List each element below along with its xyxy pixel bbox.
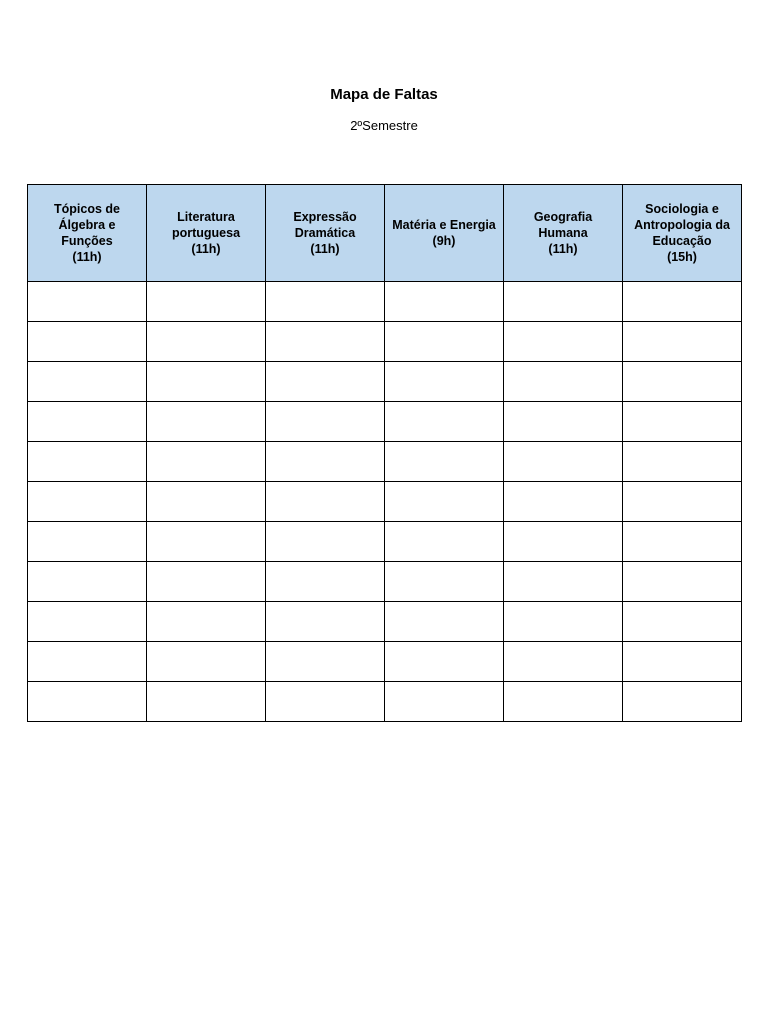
table-cell[interactable] [623, 482, 742, 522]
table-cell[interactable] [147, 482, 266, 522]
column-header [504, 185, 623, 282]
table-row [28, 602, 742, 642]
column-header [147, 185, 266, 282]
table-cell[interactable] [385, 562, 504, 602]
table-cell[interactable] [147, 522, 266, 562]
table-cell[interactable] [385, 482, 504, 522]
table-cell[interactable] [28, 362, 147, 402]
column-header [623, 185, 742, 282]
column-header [266, 185, 385, 282]
column-header-line: Álgebra e [58, 218, 116, 232]
table-cell[interactable] [504, 682, 623, 722]
table-cell[interactable] [28, 522, 147, 562]
table-cell[interactable] [504, 602, 623, 642]
table-cell[interactable] [266, 482, 385, 522]
table-cell[interactable] [28, 482, 147, 522]
table-row [28, 442, 742, 482]
column-header-line: Funções [61, 234, 113, 248]
column-header-line: (11h) [548, 242, 578, 256]
page-subtitle: 2ºSemestre [350, 118, 418, 133]
table-cell[interactable] [147, 562, 266, 602]
column-header-line: (15h) [667, 250, 697, 264]
table-cell[interactable] [147, 282, 266, 322]
column-header-line: Dramática [294, 226, 356, 240]
table-cell[interactable] [385, 602, 504, 642]
table-row [28, 282, 742, 322]
table-row [28, 522, 742, 562]
table-cell[interactable] [385, 362, 504, 402]
table-cell[interactable] [266, 522, 385, 562]
table-cell[interactable] [28, 282, 147, 322]
column-header-line: (11h) [72, 250, 102, 264]
table-cell[interactable] [623, 362, 742, 402]
table-cell[interactable] [147, 642, 266, 682]
table-cell[interactable] [266, 562, 385, 602]
table-cell[interactable] [266, 682, 385, 722]
table-cell[interactable] [266, 362, 385, 402]
table-cell[interactable] [385, 442, 504, 482]
table-cell[interactable] [266, 402, 385, 442]
column-header-line: Sociologia e [645, 202, 719, 216]
table-cell[interactable] [385, 682, 504, 722]
table-cell[interactable] [385, 642, 504, 682]
column-header-line: portuguesa [171, 226, 241, 240]
table-cell[interactable] [147, 402, 266, 442]
table-cell[interactable] [28, 442, 147, 482]
table-cell[interactable] [504, 402, 623, 442]
table-cell[interactable] [385, 402, 504, 442]
table-cell[interactable] [147, 602, 266, 642]
column-header-line: Humana [538, 226, 588, 240]
table-cell[interactable] [147, 682, 266, 722]
table-cell[interactable] [28, 562, 147, 602]
table-cell[interactable] [623, 682, 742, 722]
table-cell[interactable] [266, 442, 385, 482]
table-cell[interactable] [504, 282, 623, 322]
table-cell[interactable] [385, 322, 504, 362]
absence-table [27, 184, 742, 722]
table-row [28, 562, 742, 602]
table-cell[interactable] [147, 442, 266, 482]
table-cell[interactable] [385, 282, 504, 322]
column-header-line: Expressão [293, 210, 357, 224]
column-header [385, 185, 504, 282]
table-cell[interactable] [623, 282, 742, 322]
table-cell[interactable] [147, 362, 266, 402]
table-cell[interactable] [504, 482, 623, 522]
table-row [28, 642, 742, 682]
table-cell[interactable] [504, 642, 623, 682]
table-cell[interactable] [623, 402, 742, 442]
table-cell[interactable] [623, 442, 742, 482]
column-header-line: (11h) [310, 242, 340, 256]
table-row [28, 322, 742, 362]
table-cell[interactable] [28, 402, 147, 442]
column-header-line: Tópicos de [54, 202, 120, 216]
column-header-line: Matéria e Energia [392, 218, 496, 232]
table-cell[interactable] [266, 602, 385, 642]
table-cell[interactable] [504, 362, 623, 402]
table-cell[interactable] [623, 642, 742, 682]
column-header-line: Geografia [533, 210, 593, 224]
table-cell[interactable] [266, 322, 385, 362]
table-cell[interactable] [28, 642, 147, 682]
table-cell[interactable] [623, 522, 742, 562]
column-header-line: (11h) [191, 242, 221, 256]
table-cell[interactable] [623, 602, 742, 642]
table-cell[interactable] [623, 322, 742, 362]
column-header-line: Antropologia da [634, 218, 730, 232]
table-cell[interactable] [28, 682, 147, 722]
column-header [28, 185, 147, 282]
table-cell[interactable] [504, 522, 623, 562]
column-header-line: Educação [652, 234, 712, 248]
column-header-line: (9h) [432, 234, 456, 248]
column-header-line: Literatura [177, 210, 235, 224]
table-cell[interactable] [623, 562, 742, 602]
page-title: Mapa de Faltas [330, 86, 438, 103]
table-row [28, 402, 742, 442]
table-row [28, 682, 742, 722]
table-body [28, 282, 742, 722]
table-cell[interactable] [385, 522, 504, 562]
header-row [28, 185, 742, 282]
table-cell[interactable] [147, 322, 266, 362]
table-cell[interactable] [504, 562, 623, 602]
table-cell[interactable] [504, 322, 623, 362]
table-cell[interactable] [28, 602, 147, 642]
table-row [28, 482, 742, 522]
table-cell[interactable] [266, 282, 385, 322]
table-cell[interactable] [504, 442, 623, 482]
table-row [28, 362, 742, 402]
table-header [28, 185, 742, 282]
table-cell[interactable] [28, 322, 147, 362]
table-cell[interactable] [266, 642, 385, 682]
